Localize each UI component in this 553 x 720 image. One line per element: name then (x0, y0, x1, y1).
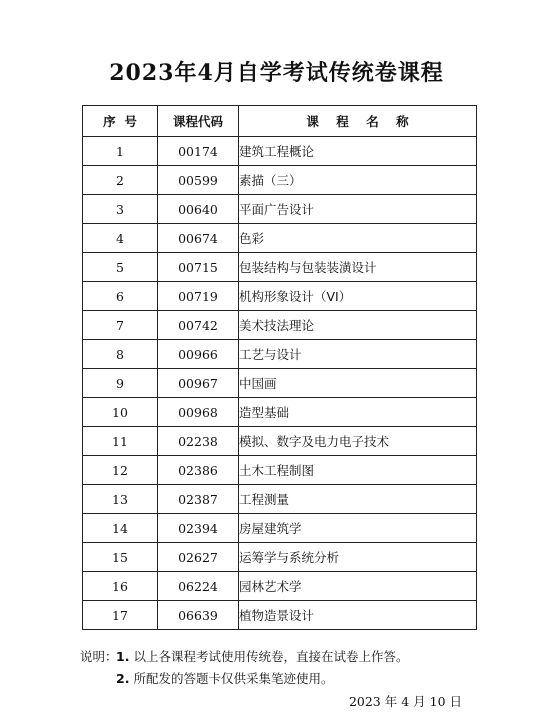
row-course-name: 建筑工程概论 (239, 137, 477, 166)
row-course-name: 包装结构与包装装潢设计 (239, 253, 477, 282)
header-code: 课程代码 (158, 106, 239, 137)
table-row (83, 514, 477, 543)
row-course-code: 00966 (158, 340, 239, 369)
note-number: 2. (116, 671, 130, 686)
row-course-code: 00967 (158, 369, 239, 398)
table-header-row (83, 106, 477, 137)
row-course-code: 00719 (158, 282, 239, 311)
row-course-name: 土木工程制图 (239, 456, 477, 485)
row-course-code: 02238 (158, 427, 239, 456)
note-item (80, 668, 520, 690)
row-seq: 3 (83, 195, 158, 224)
row-course-code: 00640 (158, 195, 239, 224)
row-course-name: 工艺与设计 (239, 340, 477, 369)
row-seq: 12 (83, 456, 158, 485)
row-course-code: 06224 (158, 572, 239, 601)
row-seq: 5 (83, 253, 158, 282)
row-course-name: 色彩 (239, 224, 477, 253)
row-course-code: 02386 (158, 456, 239, 485)
row-seq: 8 (83, 340, 158, 369)
row-seq: 10 (83, 398, 158, 427)
notes-label: 说明： (80, 649, 118, 664)
row-course-name: 机构形象设计（VI） (239, 282, 477, 311)
row-course-name: 平面广告设计 (239, 195, 477, 224)
table-row (83, 253, 477, 282)
row-seq: 2 (83, 166, 158, 195)
table-row (83, 456, 477, 485)
row-course-code: 02387 (158, 485, 239, 514)
row-course-code: 02627 (158, 543, 239, 572)
row-seq: 11 (83, 427, 158, 456)
table-row (83, 340, 477, 369)
table-row (83, 485, 477, 514)
table-row (83, 166, 477, 195)
row-course-code: 00174 (158, 137, 239, 166)
row-seq: 1 (83, 137, 158, 166)
row-seq: 17 (83, 601, 158, 630)
row-course-name: 工程测量 (239, 485, 477, 514)
table-row (83, 572, 477, 601)
row-course-name: 房屋建筑学 (239, 514, 477, 543)
row-seq: 7 (83, 311, 158, 340)
row-course-code: 02394 (158, 514, 239, 543)
table-row (83, 195, 477, 224)
document-title: 2023年4月自学考试传统卷课程 (109, 60, 444, 86)
note-text: 所配发的答题卡仅供采集笔迹使用。 (133, 671, 334, 686)
table-row (83, 398, 477, 427)
table-row (83, 369, 477, 398)
row-course-name: 园林艺术学 (239, 572, 477, 601)
row-course-code: 00599 (158, 166, 239, 195)
row-course-name: 素描（三） (239, 166, 477, 195)
table-body (83, 137, 477, 630)
table-row (83, 427, 477, 456)
table-row (83, 224, 477, 253)
notes-section (80, 646, 520, 690)
row-seq: 13 (83, 485, 158, 514)
table-row (83, 137, 477, 166)
note-item (80, 646, 520, 668)
row-course-name: 美术技法理论 (239, 311, 477, 340)
row-course-name: 植物造景设计 (239, 601, 477, 630)
row-course-code: 06639 (158, 601, 239, 630)
note-number: 1. (116, 649, 130, 664)
row-course-code: 00674 (158, 224, 239, 253)
row-course-code: 00968 (158, 398, 239, 427)
row-course-code: 00715 (158, 253, 239, 282)
row-course-code: 00742 (158, 311, 239, 340)
table-row (83, 282, 477, 311)
table-row (83, 601, 477, 630)
notes-indent (80, 668, 116, 690)
header-name: 课 程 名 称 (239, 106, 477, 137)
row-seq: 16 (83, 572, 158, 601)
row-course-name: 模拟、数字及电力电子技术 (239, 427, 477, 456)
row-seq: 14 (83, 514, 158, 543)
issue-date: 2023 年 4 月 10 日 (348, 694, 462, 709)
row-course-name: 运筹学与系统分析 (239, 543, 477, 572)
header-seq: 序 号 (83, 106, 158, 137)
table-row (83, 543, 477, 572)
course-table (82, 105, 477, 630)
row-seq: 6 (83, 282, 158, 311)
table-row (83, 311, 477, 340)
row-course-name: 中国画 (239, 369, 477, 398)
row-seq: 9 (83, 369, 158, 398)
row-seq: 4 (83, 224, 158, 253)
row-course-name: 造型基础 (239, 398, 477, 427)
row-seq: 15 (83, 543, 158, 572)
note-text: 以上各课程考试使用传统卷，直接在试卷上作答。 (133, 649, 409, 664)
